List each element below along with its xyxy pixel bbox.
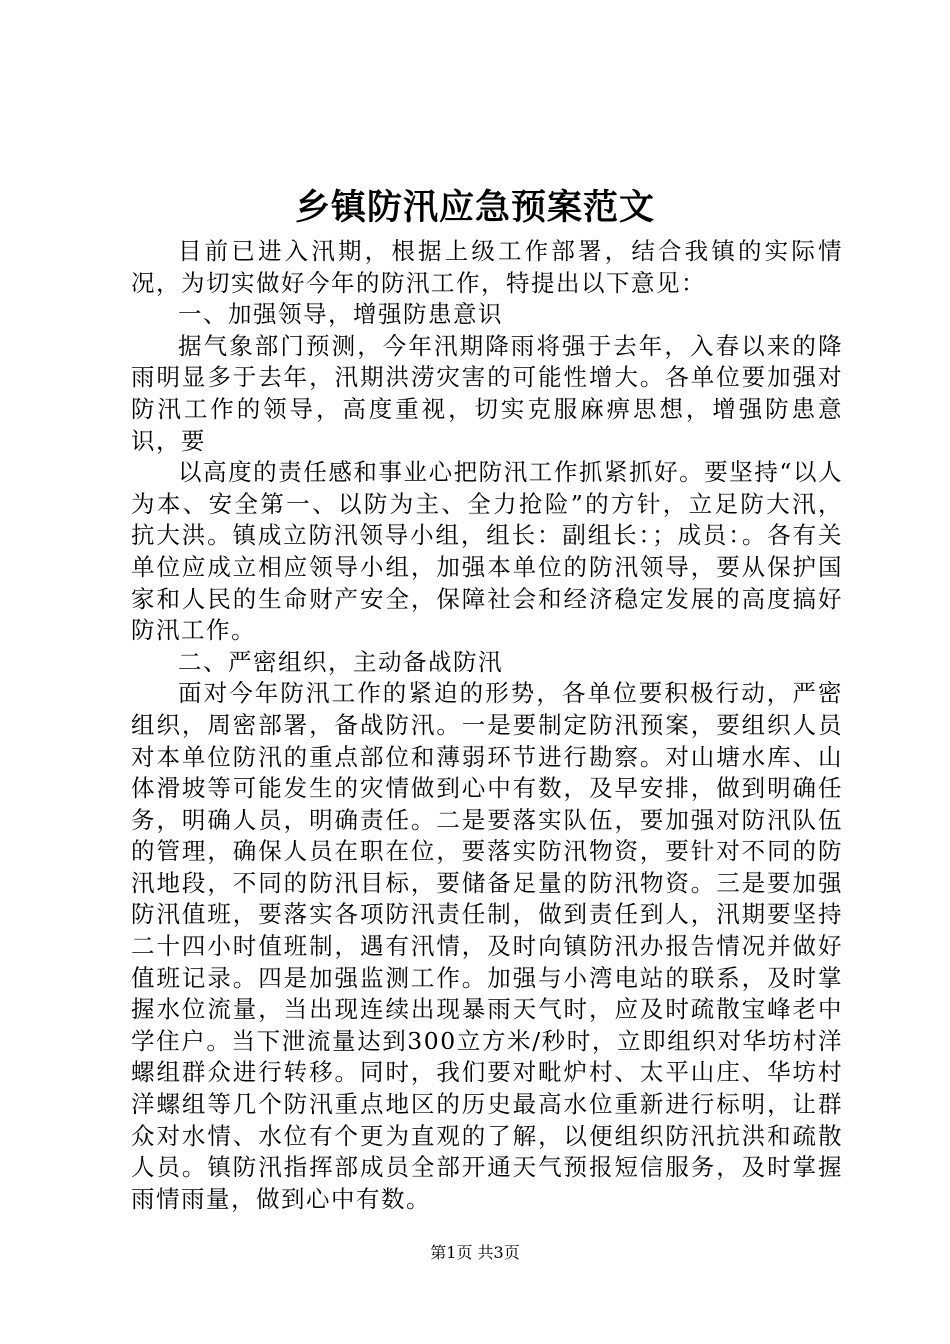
page-number-footer: 第1页 共3页 [430,1243,520,1262]
section-heading-2: 二、严密组织，主动备战防汛 [178,647,503,676]
body-paragraph: 以高度的责任感和事业心把防汛工作抓紧抓好。要坚持“以人为本、安全第一、以防为主、全力抢险”的方针，立足防大汛，抗大洪。镇成立防汛领导小组，组长：副组长：；成员：。各有关单位应成立相应领导小组，加强本单位的防汛领导，要从保护国家和人民的生命财产安全，保障社会和经济稳定发展的高度搞好防汛工作。 [131,458,843,645]
body-paragraph: 面对今年防汛工作的紧迫的形势，各单位要积极行动，严密组织，周密部署，备战防汛。一是要制定防汛预案，要组织人员对本单位防汛的重点部位和薄弱环节进行勘察。对山塘水库、山体滑坡等可能发生的灾情做到心中有数，及早安排，做到明确任务，明确人员，明确责任。二是要落实队伍，要加强对防汛队伍的管理，确保人员在职在位，要落实防汛物资，要针对不同的防汛地段，不同的防汛目标，要储备足量的防汛物资。三是要加强防汛值班，要落实各项防汛责任制，做到责任到人，汛期要坚持二十四小时值班制，遇有汛情，及时向镇防汛办报告情况并做好值班记录。四是加强监测工作。加强与小湾电站的联系，及时掌握水位流量，当出现连续出现暴雨天气时，应及时疏散宝峰老中学住户。当下泄流量达到300立方米/秒时，立即组织对华坊村洋螺组群众进行转移。同时，我们要对毗炉村、太平山庄、华坊村洋螺组等几个防汛重点地区的历史最高水位重新进行标明，让群众对水情、水位有个更为直观的了解，以便组织防汛抗洪和疏散人员。镇防汛指挥部成员全部开通天气预报短信服务，及时掌握雨情雨量，做到心中有数。 [131,679,843,1213]
body-paragraph: 据气象部门预测，今年汛期降雨将强于去年，入春以来的降雨明显多于去年，汛期洪涝灾害的可能性增大。各单位要加强对防汛工作的领导，高度重视，切实克服麻痹思想，增强防患意识，要 [131,331,843,455]
document-title: 乡镇防汛应急预案范文 [294,187,655,228]
intro-paragraph: 目前已进入汛期，根据上级工作部署，结合我镇的实际情况，为切实做好今年的防汛工作，特提出以下意见： [131,237,843,297]
section-heading-1: 一、加强领导，增强防患意识 [178,300,503,329]
document-body [131,236,843,1215]
